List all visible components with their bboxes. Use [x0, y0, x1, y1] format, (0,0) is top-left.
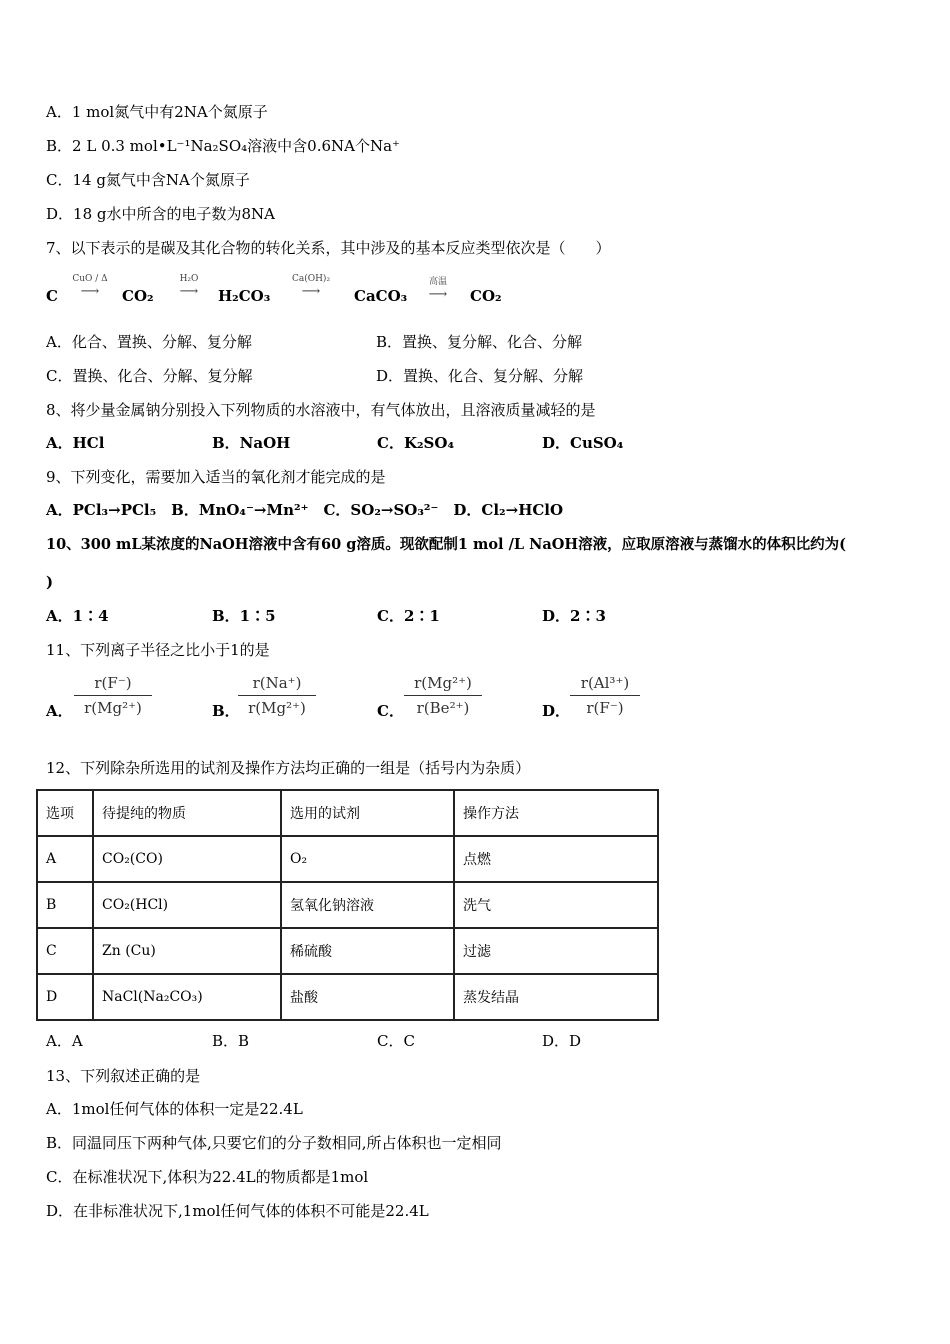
q10-option-d: D．2∶3 [542, 607, 606, 625]
table-cell: 盐酸 [281, 974, 454, 1020]
table-cell: Zn (Cu) [93, 928, 281, 974]
table-cell: 稀硫酸 [281, 928, 454, 974]
table-cell: 洗气 [454, 882, 658, 928]
q13-stem: 13、下列叙述正确的是 [46, 1067, 201, 1085]
arrow-cuo: CuO / Δ ⟶ [72, 274, 108, 299]
q10-option-a: A．1∶4 [46, 607, 109, 625]
table-cell: B [37, 882, 93, 928]
q11-option-b-fraction [238, 674, 316, 717]
table-cell: O₂ [281, 836, 454, 882]
q6-option-d: D．18 g水中所含的电子数为8NA [46, 205, 275, 223]
table-header-cell: 选用的试剂 [281, 790, 454, 836]
q12-option-b: B．B [212, 1032, 250, 1050]
chain-species-co2: CO₂ [122, 287, 154, 305]
table-cell: NaCl(Na₂CO₃) [93, 974, 281, 1020]
fraction-bar [238, 695, 316, 696]
q11-option-d-label: D． [542, 702, 571, 720]
q6-option-b: B．2 L 0.3 mol•L⁻¹Na₂SO₄溶液中含0.6NA个Na⁺ [46, 137, 400, 155]
q13-option-a: A．1mol任何气体的体积一定是22.4L [46, 1100, 303, 1118]
q8-option-b: B．NaOH [212, 434, 291, 452]
fraction-bar [404, 695, 482, 696]
q7-option-c: C．置换、化合、分解、复分解 [46, 367, 253, 385]
fraction-denominator: r(Mg²⁺) [248, 699, 306, 717]
arrow-caoh2: Ca(OH)₂ ⟶ [291, 274, 331, 299]
q12-table [36, 789, 659, 1021]
q13-option-d: D．在非标准状况下,1mol任何气体的体积不可能是22.4L [46, 1202, 429, 1220]
q11-option-a-fraction [74, 674, 152, 717]
q10-stem-line2: ) [46, 573, 54, 591]
chain-species-caco3: CaCO₃ [354, 287, 408, 305]
table-cell: 点燃 [454, 836, 658, 882]
table-cell: D [37, 974, 93, 1020]
fraction-denominator: r(Mg²⁺) [84, 699, 142, 717]
q9-stem: 9、下列变化，需要加入适当的氧化剂才能完成的是 [46, 468, 386, 486]
fraction-numerator: r(Na⁺) [252, 674, 302, 692]
arrow-high-temp: 高温 ⟶ [428, 277, 448, 302]
q6-option-a: A．1 mol氮气中有2NA个氮原子 [46, 103, 268, 121]
q10-option-c: C．2∶1 [377, 607, 440, 625]
table-row [37, 974, 658, 1020]
fraction-bar [74, 695, 152, 696]
q8-option-d: D．CuSO₄ [542, 434, 624, 452]
q7-option-a: A．化合、置换、分解、复分解 [46, 333, 252, 351]
fraction-numerator: r(Mg²⁺) [414, 674, 472, 692]
q10-stem-line1: 10、300 mL某浓度的NaOH溶液中含有60 g溶质。现欲配制1 mol /L NaOH溶液，应取原溶液与蒸馏水的体积比约为( [46, 536, 846, 553]
table-cell: C [37, 928, 93, 974]
q12-option-a: A．A [46, 1032, 83, 1050]
condition-h2o: H₂O [179, 274, 199, 284]
table-header-cell: 选项 [37, 790, 93, 836]
q8-option-a: A．HCl [46, 434, 105, 452]
fraction-numerator: r(Al³⁺) [580, 674, 630, 692]
table-cell: A [37, 836, 93, 882]
table-cell: CO₂(CO) [93, 836, 281, 882]
q11-option-c-fraction [404, 674, 482, 717]
fraction-denominator: r(F⁻) [586, 699, 624, 717]
chain-species-co2-final: CO₂ [470, 287, 502, 305]
fraction-denominator: r(Be²⁺) [416, 699, 470, 717]
q11-stem: 11、下列离子半径之比小于1的是 [46, 641, 270, 659]
table-cell: 氢氧化钠溶液 [281, 882, 454, 928]
q7-stem: 7、以下表示的是碳及其化合物的转化关系，其中涉及的基本反应类型依次是（ ） [46, 239, 611, 257]
q7-option-b: B．置换、复分解、化合、分解 [376, 333, 583, 351]
table-cell: 蒸发结晶 [454, 974, 658, 1020]
table-row [37, 882, 658, 928]
table-cell: 过滤 [454, 928, 658, 974]
q12-option-c: C．C [377, 1032, 415, 1050]
q12-stem: 12、下列除杂所选用的试剂及操作方法均正确的一组是（括号内为杂质） [46, 759, 531, 777]
table-header-row [37, 790, 658, 836]
q11-option-c-label: C． [377, 702, 404, 720]
fraction-bar [570, 695, 640, 696]
q9-options: A．PCl₃→PCl₅ B．MnO₄⁻→Mn²⁺ C．SO₂→SO₃²⁻ D．Cl₂→HClO [46, 501, 564, 519]
q6-option-c: C．14 g氮气中含NA个氮原子 [46, 171, 250, 189]
q7-option-d: D．置换、化合、复分解、分解 [376, 367, 584, 385]
arrow-h2o: H₂O ⟶ [179, 274, 199, 299]
q8-stem: 8、将少量金属钠分别投入下列物质的水溶液中，有气体放出，且溶液质量减轻的是 [46, 401, 596, 419]
q8-option-c: C．K₂SO₄ [377, 434, 455, 452]
table-header-cell: 操作方法 [454, 790, 658, 836]
q13-option-b: B．同温同压下两种气体,只要它们的分子数相同,所占体积也一定相同 [46, 1134, 502, 1152]
condition-caoh2: Ca(OH)₂ [291, 274, 331, 284]
chain-species-h2co3: H₂CO₃ [218, 287, 271, 305]
q11-option-b-label: B． [212, 702, 240, 720]
fraction-numerator: r(F⁻) [94, 674, 132, 692]
q11-option-a-label: A． [46, 702, 73, 720]
q10-option-b: B．1∶5 [212, 607, 276, 625]
chain-species-c: C [46, 287, 58, 305]
table-row [37, 928, 658, 974]
table-cell: CO₂(HCl) [93, 882, 281, 928]
q12-option-d: D．D [542, 1032, 582, 1050]
table-header-cell: 待提纯的物质 [93, 790, 281, 836]
q11-option-d-fraction [570, 674, 640, 717]
table-row [37, 836, 658, 882]
condition-high-temp: 高温 [428, 277, 447, 287]
q13-option-c: C．在标准状况下,体积为22.4L的物质都是1mol [46, 1168, 369, 1186]
condition-cuo: CuO / Δ [72, 274, 108, 284]
